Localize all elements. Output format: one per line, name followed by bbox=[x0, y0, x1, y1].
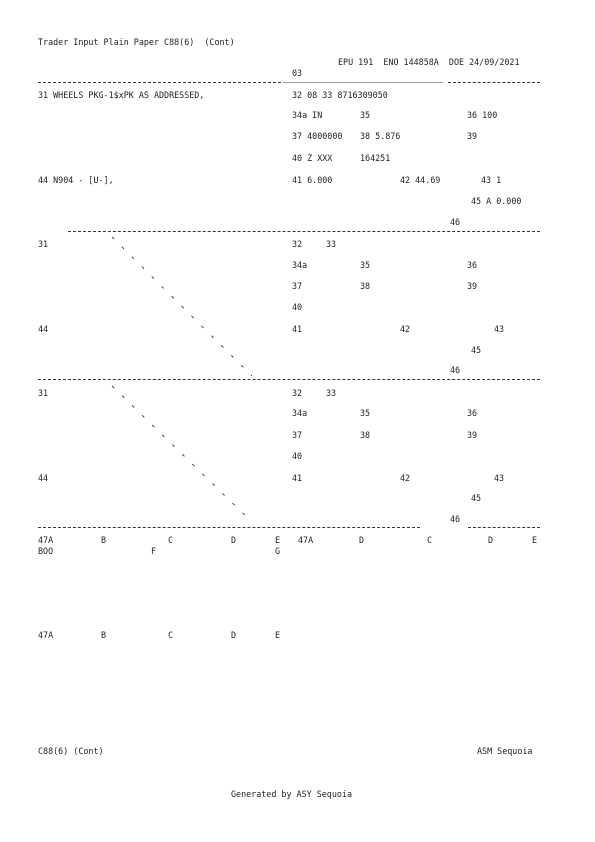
field-32-33: 32 08 33 8716309050 bbox=[292, 90, 388, 100]
box-47-d-label: D bbox=[231, 535, 237, 545]
field-32: 32 bbox=[292, 388, 303, 398]
field-38: 38 5.876 bbox=[360, 131, 401, 141]
field-36: 36 bbox=[467, 408, 478, 418]
box-47-boo-label: BOO bbox=[38, 546, 54, 556]
box-47a-label: 47A bbox=[38, 535, 54, 545]
field-40-value: 164251 bbox=[360, 153, 391, 163]
box-47-b-label: B bbox=[101, 535, 107, 545]
field-38: 38 bbox=[360, 430, 371, 440]
box-47b-e-label: E bbox=[275, 630, 281, 640]
field-31: 31 bbox=[38, 388, 49, 398]
box-47b-c-label: C bbox=[168, 630, 174, 640]
footer-form-name: C88(6) (Cont) bbox=[38, 746, 104, 756]
field-46: 46 bbox=[450, 365, 461, 375]
box-47-g-label: G bbox=[275, 546, 281, 556]
field-36: 36 100 bbox=[467, 110, 498, 120]
field-43: 43 bbox=[494, 324, 505, 334]
form-title: Trader Input Plain Paper C88(6) (Cont) bbox=[38, 37, 235, 47]
field-44: 44 N904 - [U-], bbox=[38, 175, 114, 185]
field-40: 40 bbox=[292, 302, 303, 312]
field-41: 41 6.000 bbox=[292, 175, 333, 185]
field-33: 33 bbox=[326, 239, 337, 249]
box-47-d-label-2: D bbox=[359, 535, 365, 545]
field-42: 42 bbox=[400, 473, 411, 483]
field-38: 38 bbox=[360, 281, 371, 291]
field-35: 35 bbox=[360, 260, 371, 270]
box-47-f-label: F bbox=[151, 546, 157, 556]
strike-line-block-3 bbox=[112, 386, 252, 522]
field-35: 35 bbox=[360, 408, 371, 418]
field-45: 45 A 0.000 bbox=[471, 196, 522, 206]
footer-software-name: ASM Sequoia bbox=[477, 746, 533, 756]
field-39: 39 bbox=[467, 131, 478, 141]
box-47-c-label: C bbox=[168, 535, 174, 545]
field-43: 43 1 bbox=[481, 175, 502, 185]
field-34a: 34a IN bbox=[292, 110, 323, 120]
field-37: 37 4000000 bbox=[292, 131, 343, 141]
field-39: 39 bbox=[467, 430, 478, 440]
field-42: 42 44.69 bbox=[400, 175, 441, 185]
field-33: 33 bbox=[326, 388, 337, 398]
field-35: 35 bbox=[360, 110, 371, 120]
box-47b-b-label: B bbox=[101, 630, 107, 640]
field-39: 39 bbox=[467, 281, 478, 291]
generated-by-note: Generated by ASY Sequoia bbox=[231, 789, 353, 799]
box-47b-d-label: D bbox=[231, 630, 237, 640]
field-43: 43 bbox=[494, 473, 505, 483]
field-34a: 34a bbox=[292, 260, 308, 270]
reference-line: EPU 191 ENO 144858A DOE 24/09/2021 bbox=[338, 57, 520, 67]
field-44: 44 bbox=[38, 473, 49, 483]
field-44: 44 bbox=[38, 324, 49, 334]
box-47-c-label-2: C bbox=[427, 535, 433, 545]
field-34a: 34a bbox=[292, 408, 308, 418]
field-46: 46 bbox=[450, 217, 461, 227]
field-32: 32 bbox=[292, 239, 303, 249]
field-36: 36 bbox=[467, 260, 478, 270]
box-47-e-label: E bbox=[275, 535, 281, 545]
box-03-label: 03 bbox=[292, 68, 303, 78]
field-41: 41 bbox=[292, 473, 303, 483]
box-47-dd-label-2: D bbox=[488, 535, 494, 545]
field-37: 37 bbox=[292, 430, 303, 440]
field-46: 46 bbox=[450, 514, 461, 524]
field-31-description: 31 WHEELS PKG-1$xPK AS ADDRESSED, bbox=[38, 90, 205, 100]
strike-line-block-2 bbox=[112, 237, 252, 376]
field-42: 42 bbox=[400, 324, 411, 334]
box-47a-label-2: 47A bbox=[298, 535, 314, 545]
field-37: 37 bbox=[292, 281, 303, 291]
field-45: 45 bbox=[471, 345, 482, 355]
field-31: 31 bbox=[38, 239, 49, 249]
field-41: 41 bbox=[292, 324, 303, 334]
field-40: 40 Z XXX bbox=[292, 153, 333, 163]
box-47-e-label-2: E bbox=[532, 535, 538, 545]
box-47b-a-label: 47A bbox=[38, 630, 54, 640]
field-40: 40 bbox=[292, 451, 303, 461]
field-45: 45 bbox=[471, 493, 482, 503]
